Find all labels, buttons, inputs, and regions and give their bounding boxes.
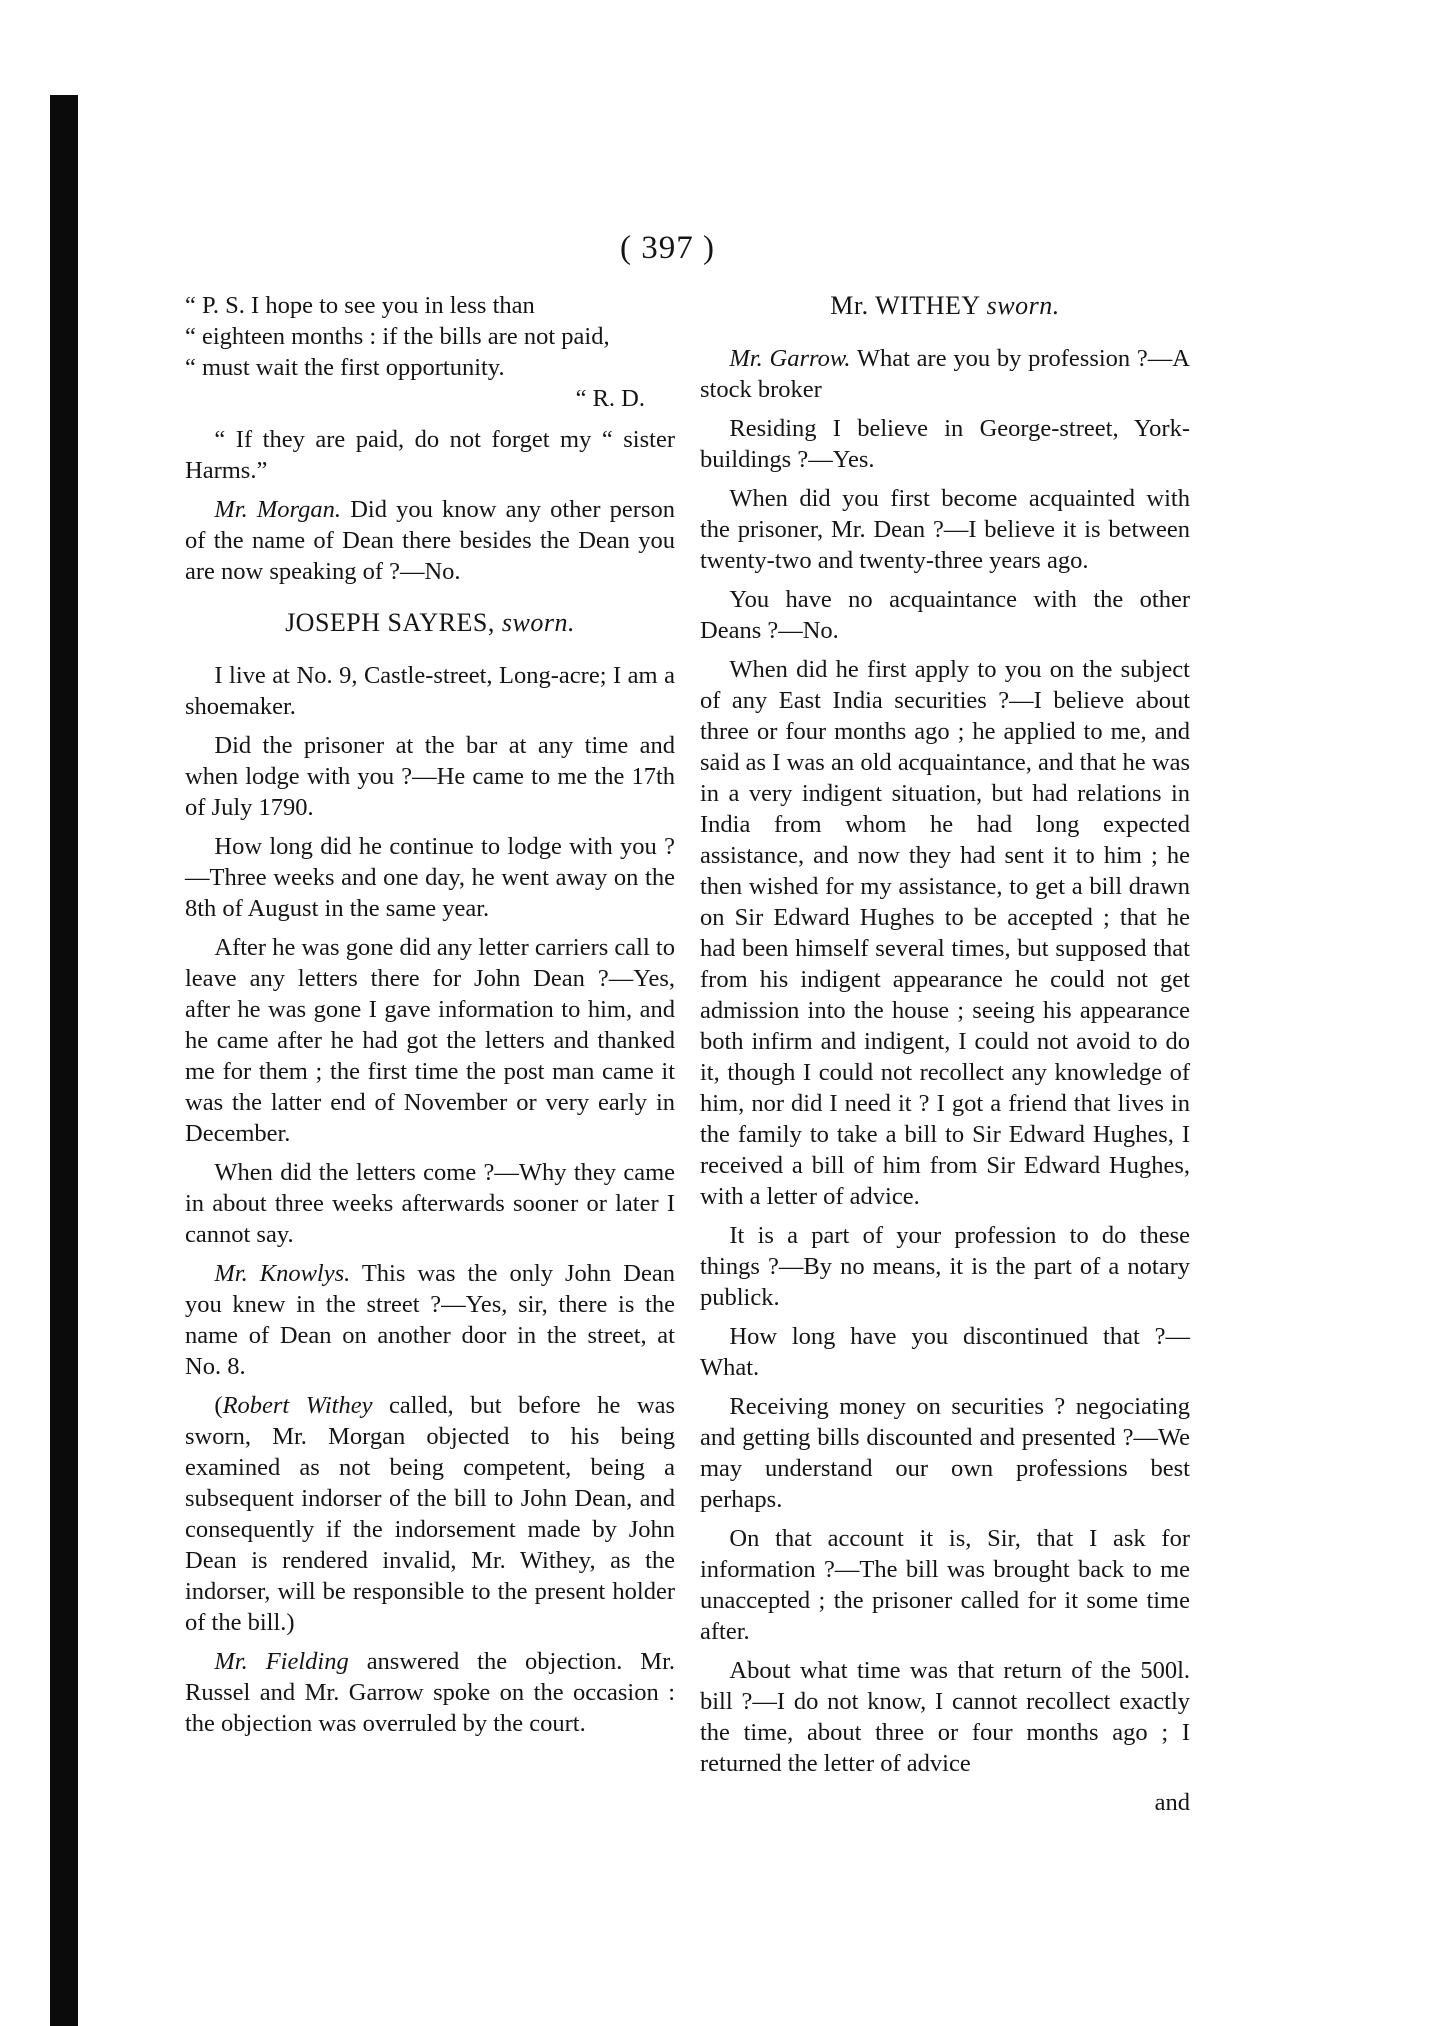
paragraph: About what time was that return of the 500l. bill ?—I do not know, I cannot recollect exactly the time, about three or four months ago ; I returned the letter of advice <box>700 1657 1190 1777</box>
paragraph: Receiving money on securities ? negociating and getting bills discounted and presented ?—We may understand our own professions best perhaps. <box>700 1393 1190 1513</box>
paragraph: I live at No. 9, Castle-street, Long-acre; I am a shoemaker. <box>185 662 675 720</box>
paragraph: On that account it is, Sir, that I ask for information ?—The bill was brought back to me unaccepted ; the prisoner called for it some time after. <box>700 1525 1190 1645</box>
paragraph: Did the prisoner at the bar at any time and when lodge with you ?—He came to me the 17th of July 1790. <box>185 732 675 821</box>
bracketed-note: (Robert Withey called, but before he was sworn, Mr. Morgan objected to his being examined as not being competent, being a subsequent indorser of the bill to John Dean, and consequently if the indorsement made by John Dean is rendered invalid, Mr. Withey, as the indorser, will be responsible to the present holder of the bill.) <box>185 1392 675 1636</box>
witness-name: Mr. WITHEY <box>830 291 980 320</box>
ps-line: “ must wait the first opportunity. <box>185 354 505 381</box>
page-binding-edge <box>50 95 78 2026</box>
catchword: and <box>1154 1789 1190 1816</box>
paragraph: When did you first become acquainted with the prisoner, Mr. Dean ?—I believe it is between twenty-two and twenty-three years ago. <box>700 485 1190 574</box>
paragraph: How long have you discontinued that ?—What. <box>700 1323 1190 1381</box>
note-text: called, but before he was sworn, Mr. Morgan objected to his being examined as not being competent, being a subsequent indorser of the bill to John Dean, and consequently if the indorsement made by John Dean is rendered invalid, Mr. Withey, as the indorser, will be responsible to the present holder of the bill.) <box>185 1392 675 1636</box>
witness-heading <box>185 607 675 638</box>
sworn-label: sworn. <box>501 608 575 637</box>
left-column <box>185 290 675 1747</box>
ps-line: “ eighteen months : if the bills are not paid, <box>185 323 610 350</box>
speaker-name: Mr. Garrow. <box>729 345 851 372</box>
paragraph: You have no acquaintance with the other Deans ?—No. <box>700 586 1190 644</box>
speech-text: answered the objection. Mr. Russel and Mr. Garrow spoke on the occasion : the objection was overruled by the court. <box>185 1648 676 1737</box>
ps-line: “ P. S. I hope to see you in less than <box>185 292 535 319</box>
speech-text: Did you know any other person of the name of Dean there besides the Dean you are now speaking of ?—No. <box>185 496 676 585</box>
paragraph: How long did he continue to lodge with you ?—Three weeks and one day, he went away on the 8th of August in the same year. <box>185 833 675 922</box>
right-column <box>700 290 1190 1826</box>
speech-text: This was the only John Dean you knew in the street ?—Yes, sir, there is the name of Dean on another door in the street, at No. 8. <box>185 1260 675 1380</box>
paragraph: When did the letters come ?—Why they came in about three weeks afterwards sooner or later I cannot say. <box>185 1159 675 1248</box>
paragraph: When did he first apply to you on the subject of any East India securities ?—I believe about three or four months ago ; he applied to me, and said as I was an old acquaintance, and that he was in a very indigent situation, but had relations in India from whom he had long expected assistance, and now they had sent it to him ; he then wished for my assistance, to get a bill drawn on Sir Edward Hughes to be accepted ; that he had been himself several times, but supposed that from his indigent appearance he could not get admission into the house ; seeing his appearance both infirm and indigent, I could not avoid to do it, though I could not recollect any knowledge of him, nor did I need it ? I got a friend that lives in the family to take a bill to Sir Edward Hughes, I received a bill of him from Sir Edward Hughes, with a letter of advice. <box>700 656 1190 1210</box>
paragraph-garrow <box>700 343 1190 405</box>
letter-signature: “ R. D. <box>575 385 645 412</box>
speaker-name: Mr. Fielding <box>214 1648 349 1675</box>
paragraph: Residing I believe in George-street, York-buildings ?—Yes. <box>700 415 1190 473</box>
paragraph: After he was gone did any letter carriers call to leave any letters there for John Dean ?—Yes, after he was gone I gave information to him, and he came after he had got the letters and thanked me for them ; the first time the post man came it was the latter end of November or very early in December. <box>185 934 675 1147</box>
speaker-name: Mr. Knowlys. <box>214 1260 351 1287</box>
paragraph-fielding <box>185 1646 675 1739</box>
speech-text: What are you by profession ?—A stock broker <box>700 345 1190 403</box>
speaker-name: Mr. Morgan. <box>214 496 342 523</box>
letter-postscript: “ If they are paid, do not forget my “ sister Harms.” <box>185 426 675 484</box>
paragraph-morgan <box>185 494 675 587</box>
paragraph-knowlys <box>185 1258 675 1382</box>
paragraph: It is a part of your profession to do these things ?—By no means, it is the part of a notary publick. <box>700 1222 1190 1311</box>
page-number: ( 397 ) <box>620 230 715 266</box>
witness-heading <box>700 290 1190 321</box>
sworn-label: sworn. <box>986 291 1060 320</box>
note-name: Robert Withey <box>222 1392 373 1419</box>
witness-name: JOSEPH SAYRES, <box>285 608 495 637</box>
